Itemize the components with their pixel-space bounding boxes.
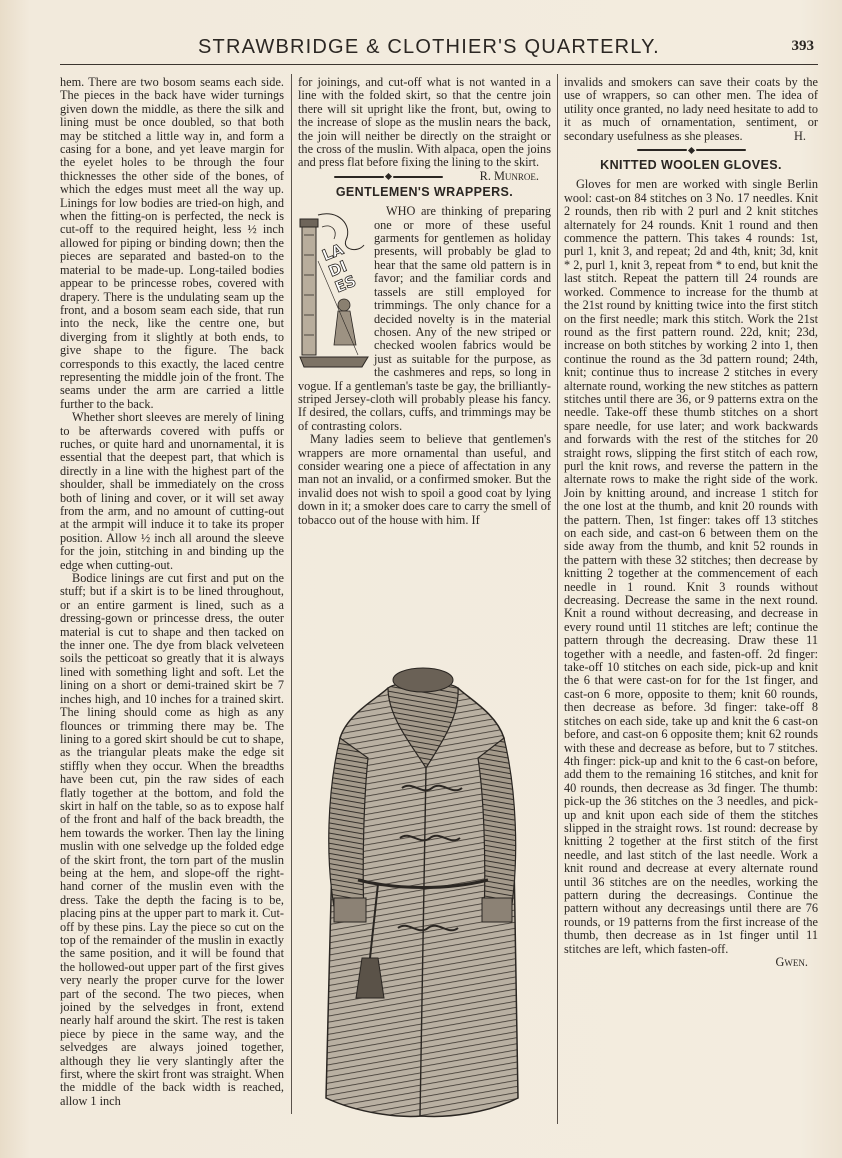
column1-paragraph-2: Whether short sleeves are merely of lining to be afterwards covered with puffs or ruches, or quite hard and unornamental, it is essential that the deepest part, that which is directly in a line with the highest part of the shoulder, shall be immediately on the cross both of lining and cover, or it will set away from the arm, and no amount of cutting-out at the armpit will induce it to take its proper position. Allow ½ inch all around the sleeve for the join, stitching in and binding up the edge when cutting-out. [60, 410, 284, 572]
column-3 [564, 76, 818, 1126]
section-divider-gloves [564, 145, 818, 155]
page-number: 393 [791, 38, 814, 54]
column-2 [298, 76, 551, 676]
section-title-wrappers: GENTLEMEN'S WRAPPERS. [335, 184, 514, 199]
column-1 [60, 76, 284, 1116]
wrapper-engraving-icon [318, 658, 528, 1128]
decorative-initial-illustration [298, 205, 370, 375]
gloves-body: Gloves for men are worked with single Berlin wool: cast-on 84 stitches on 3 No. 17 needles. Knit 2 rounds, then rib with 2 purl and 2 knit stitches alternately for 24 rounds. Knit 1 round and then commence the pattern. This takes 4 rounds: 1st, purl 1, knit 3, and repeat; 2d and 4th, knit; 3d, knit * 2, purl 1, knit 3, repeat from * to end, but knit the last stitch. Repeat the pattern till 24 rounds are worked. Commence to increase for the thumb at the 21st round by knitting twice into the first stitch on the first needle; mark this stitch. Work the 21st round as the first pattern round. 22d, knit; 23d, increase on both stitches by working 2 into 1, then continue the round as the 3d pattern round; 24th, knit; continue thus to increase 2 stitches in every alternate round, working the new stitches as pattern stitches until there are 36, or 9 patterns extra on the needle. Take-off these thumb stitches on a short spare needle, for use later; and work backwards and forwards with the rest of the stitches for 20 straight rows, slipping the first stitch of each row, purl the knit rows, and reverse the pattern in the alternate rows to make the right side of the work. Join by knitting around, and increase 1 stitch for the one lost at the thumb, and knit 20 rounds with the pattern. Then, 1st finger: takes off 13 stitches on each side, and cast-on 6 between them on the side away from the thumb, and knit 52 rounds in the pattern with these 32 stitches; then decrease by knitting 2 together at the commencement of each needle in 1 round. Knit 3 rounds without decreasing. Decrease the same in the next round. Knit a round without decreasing, and decrease in every round until 11 stitches are left; continue the pattern through the decreasing. Draw these 11 together with a needle, and fasten-off. 2d finger: take-off 10 stitches on each side, pick-up and knit the 6 that were cast-on for for the 1st finger, and cast-on 6 more, opposite to them; knit 60 rounds, then decrease as before. 3d finger: take-off 8 stitches on each side, take up and knit the 6 cast-on before, and cast-on 6 opposite them; knit 62 rounds with these and decrease as before, but to 7 stitches. 4th finger: pick-up and knit to the 6 cast-on before, add them to the remaining 16 stitches, and knit for 40 rounds, then decrease as 3d finger. The thumb: pick-up the 36 stitches on the 3 needles, and pick-up and knit upon each side of them the stitches slipped in the straight rows. 1st round: decrease by knitting 2 together at the first stitch of the first needle, and last stitch of the last needle. Work a knit round and decrease at every alternate round until 36 stitches are on the needles, working the pattern during the decreasings. Continue the pattern without any decreasings until there are 76 rounds, or 19 patterns from the first increase of the thumb, then decrease as in 1st finger until 11 stitches are left, which fasten-off. [564, 177, 818, 956]
running-title: STRAWBRIDGE & CLOTHIER'S QUARTERLY. [198, 36, 660, 58]
gentlemens-wrapper-illustration [318, 658, 528, 1128]
initial-letters: LADIES [319, 240, 359, 297]
column1-paragraph-1: hem. There are two bosom seams each side. The pieces in the back have wider turnings given down the middle, as there the silk and lining must be once doubled, so that both may be stitched a little way in, and form a casing for a bone, and yet leave margin for the eyelet holes to be through the four thicknesses the other side of the bones, of which the edges must meet all the way up. Linings for low bodies are tried-on high, and when the fitting-on is perfected, the neck is cut-off to the required height, less ½ inch allowed for piping or binding down; then the pieces are separated and basted-on to the material to be made-up. Long-tailed bodies appear to be princesse robes, covered with drapery. There is the undulating seam up the front, and a bosom seam each side, that run into the neck, like the centre one, but diverging from it slightly at both ends, to give shape to the figure. The back corresponds to this exactly, the laced centre representing the middle join of the front. The seams under the arm are carried a little further to the back. [60, 76, 284, 411]
column2-intro [298, 76, 551, 183]
column3-intro-text: invalids and smokers can save their coats by the use of wrappers, so can other men. The idea of utility once granted, no lady need hesitate to add to it as much of ornamentation, sentiment, or secondary usefulness as she pleases. [564, 76, 818, 143]
column3-intro [564, 76, 818, 143]
section-title-gloves: KNITTED WOOLEN GLOVES. [600, 158, 782, 173]
column2-intro-signature: R. Munroe. [479, 168, 539, 183]
column1-paragraph-3: Bodice linings are cut first and put on the stuff; but if a skirt is to be lined throughout, or an entire garment is lined, such as a dressing-gown or princesse dress, the outer material is cut to shape and then tacked on the inner one. The dye from black velveteen soils the petticoat so greatly that it is always lined with something light and soft. Let the lining on a short or demi-trained skirt be 7 inches high, and 10 inches for a trained skirt. The lining should come as high as any flounces or trimming there may be. The lining to a gored skirt should be cut to shape, as the triangular pleats make the edge sit stiffly when they occur. When the breadths have been cut, pin the raw sides of each flatly together at the bottom, and fold the skirt in half on the table, so as to expose half of the front and half of the back breadth, the hem towards the worker. Then lay the lining muslin with one selvedge up the folded edge of the skirt front, the torn part of the muslin being at the hem, and slope-off the right-hand corner of the muslin even with the dress. Take the depth the facing is to be, placing pins at the upper part to mark it. Cut-off by these pins. Lay the piece so cut on the top of the remainder of the muslin in exactly the same position, and it will be found that the hollowed-out upper part of the first gives very nearly the proper curve for the lower part of the second. The two pieces, when joined by the selvedges in front, extend nearly half around the skirt. The rest is taken piece by piece in the same way, and the selvedges are always joined together, although they lie very slantingly after the first, where the skirt front was straight. When the middle of the back width is reached, allow 1 inch [60, 571, 284, 1108]
column3-intro-signature: H. [794, 128, 806, 143]
section-divider-wrappers [298, 172, 480, 182]
page-header [60, 34, 818, 65]
column2-intro-text: for joinings, and cut-off what is not wanted in a line with the folded skirt, so that the centre join there will sit upright like the front, but, owing to the increase of slope as the muslin nears the back, the join will neither be directly on the straight or the cross of the muslin. With alpaca, open the joins and press flat before fixing the lining to the skirt. [298, 76, 551, 170]
wrappers-paragraph-1-text: are thinking of preparing one or more of these useful garments for gentlemen as holiday presents, will probably be glad to hear that the same old pattern is in favor; and the familiar cords and tassels are still employed for trimmings. The only chance for a decided novelty is in the material chosen. Any of the new striped or checked woolen fabrics would be just as suitable for the purpose, as the cashmeres and reps, so long in vogue. If a gentleman's taste be gay, the brilliantly-striped Jersey-cloth will probably please his fancy. If desired, the collars, cuffs, and trimmings may be of contrasting colors. [298, 204, 551, 433]
ladies-initial-icon [298, 205, 370, 375]
wrappers-paragraph-2: Many ladies seem to believe that gentlemen's wrappers are more ornamental than useful, and consider wearing one a piece of affectation in any man not an invalid, or a confirmed smoker. But the invalid does not wish to spoil a good coat by lying down in it; a smoker does care to carry the smell of tobacco out of the house with him. If [298, 432, 551, 527]
initial-word: WHO [386, 204, 416, 219]
gloves-signature: Gwen. [775, 955, 808, 969]
column-rule-right [557, 74, 558, 1124]
column-rule-left [291, 74, 292, 1114]
